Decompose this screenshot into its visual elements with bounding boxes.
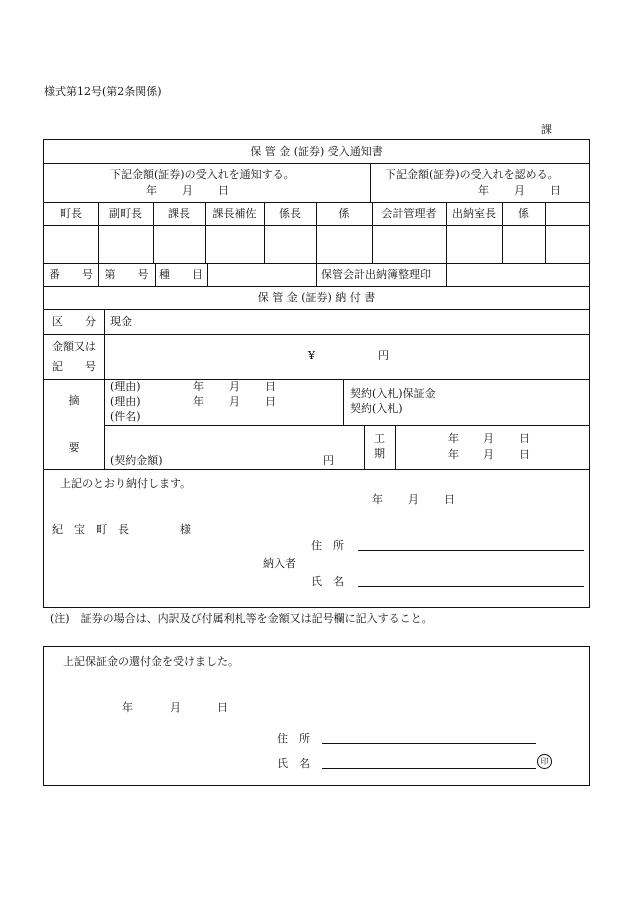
approver-label: 係長	[279, 207, 301, 220]
rule	[343, 379, 344, 425]
reason-2: (理由)	[110, 395, 141, 408]
type-label: 種 目	[159, 268, 203, 281]
approver-label: 町長	[60, 207, 82, 220]
contract-deposit: 契約(入札)保証金	[350, 387, 436, 400]
refund-name-line[interactable]	[322, 768, 536, 769]
you-label: 要	[68, 441, 80, 454]
payer-address-line[interactable]	[358, 550, 584, 551]
amount-label-2: 記 号	[52, 360, 96, 373]
reason-2-day: 日	[265, 395, 276, 408]
reason-2-month: 月	[229, 395, 240, 408]
notice-left-text: 下記金額(証券)の受入れを通知する。	[110, 168, 295, 181]
kubun-label: 区 分	[52, 315, 96, 328]
rule	[395, 425, 396, 469]
approver-label: 出納室長	[452, 207, 496, 220]
rule	[316, 263, 317, 286]
period-start-month: 月	[483, 432, 494, 445]
period-end-year: 年	[448, 448, 459, 461]
refund-day: 日	[217, 701, 228, 714]
refund-statement: 上記保証金の還付金を受けました。	[63, 655, 239, 668]
period-start-day: 日	[519, 432, 530, 445]
dai-label: 第 号	[104, 268, 149, 281]
pay-year: 年	[372, 493, 383, 506]
approver-label: 課長補佐	[212, 207, 257, 220]
reason-2-year: 年	[193, 395, 204, 408]
reason-1-month: 月	[229, 380, 240, 393]
refund-name-label: 氏 名	[277, 757, 310, 770]
refund-month: 月	[170, 701, 181, 714]
case-name: (件名)	[110, 410, 141, 423]
rule	[370, 163, 371, 202]
addressee-sama: 様	[180, 523, 191, 536]
approver-label: 係	[338, 207, 350, 220]
amount-label-1: 金額又は	[52, 340, 96, 353]
yen-symbol: ¥	[308, 349, 315, 362]
rule	[44, 469, 589, 470]
approver-label: 副町長	[109, 207, 142, 220]
contract-amount: (契約金額)	[110, 454, 163, 467]
notice-title: 保 管 金 (証券) 受入通知書	[250, 145, 383, 158]
payer-name-line[interactable]	[358, 586, 584, 587]
rule	[364, 425, 365, 469]
reason-1: (理由)	[110, 380, 141, 393]
teki-label: 摘	[68, 394, 80, 407]
reason-1-day: 日	[265, 380, 276, 393]
contract-unit: 円	[323, 454, 334, 467]
kubun-value: 現金	[110, 315, 132, 328]
section-label: 課	[541, 123, 552, 136]
payer-name-label: 氏 名	[311, 575, 344, 588]
rule	[104, 309, 105, 469]
ledger-seal-label: 保管会計出納簿整理印	[321, 268, 431, 281]
reason-1-year: 年	[193, 380, 204, 393]
payment-title: 保 管 金 (証券) 納 付 書	[257, 291, 376, 304]
rule	[44, 286, 589, 287]
payer-address-label: 住 所	[311, 539, 344, 552]
pay-month: 月	[408, 493, 419, 506]
pay-statement: 上記のとおり納付します。	[60, 477, 192, 490]
approver-label: 課長	[168, 207, 190, 220]
notice-right-year: 年	[478, 184, 489, 197]
notice-left-year: 年	[146, 184, 157, 197]
rule	[44, 309, 589, 310]
notice-right-month: 月	[514, 184, 525, 197]
approver-label: 係	[518, 207, 529, 220]
period-end-month: 月	[483, 448, 494, 461]
refund-year: 年	[122, 701, 133, 714]
construction-label-1: 工	[374, 432, 385, 445]
contract-bid: 契約(入札)	[350, 402, 403, 415]
pay-day: 日	[444, 493, 455, 506]
addressee: 紀 宝 町 長	[52, 523, 129, 536]
notice-right-day: 日	[550, 184, 561, 197]
seal-icon: 印	[537, 754, 552, 769]
rule	[446, 263, 447, 286]
rule	[44, 163, 589, 164]
refund-address-line[interactable]	[322, 743, 536, 744]
period-start-year: 年	[448, 432, 459, 445]
notice-left-month: 月	[182, 184, 193, 197]
notice-left-day: 日	[218, 184, 229, 197]
period-end-day: 日	[519, 448, 530, 461]
yen-unit: 円	[378, 349, 389, 362]
payer-label: 納入者	[263, 557, 296, 570]
notice-right-text: 下記金額(証券)の受入れを認める。	[385, 168, 559, 181]
note-text: (注) 証券の場合は、内訳及び付属利札等を金額又は記号欄に記入すること。	[50, 612, 433, 625]
rule	[104, 425, 589, 426]
refund-address-label: 住 所	[277, 732, 310, 745]
form-number: 様式第12号(第2条関係)	[44, 85, 162, 98]
rule	[207, 263, 208, 286]
rule	[545, 202, 546, 263]
approver-label: 会計管理者	[381, 207, 437, 220]
rule	[44, 334, 589, 335]
number-label: 番 号	[49, 268, 93, 281]
construction-label-2: 期	[374, 447, 385, 460]
